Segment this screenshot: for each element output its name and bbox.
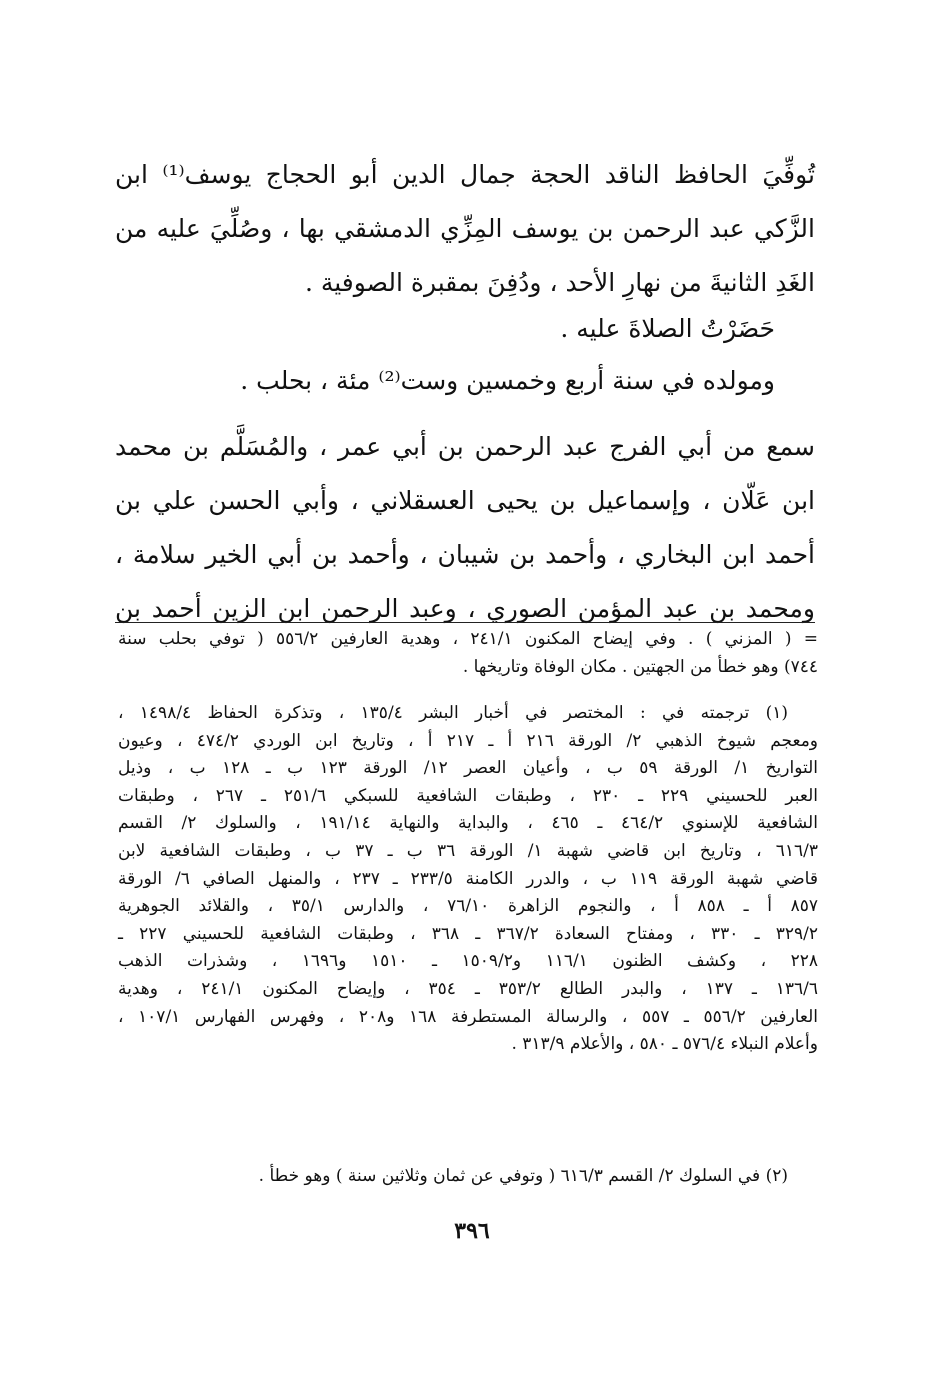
text-line: ومحمد بن عبد المؤمن الصوري ، وعبد الرحمن ابن الزين أحمد بن	[115, 594, 815, 623]
footnote-line: ٨٥٧ أ ـ ٨٥٨ أ ، والنجوم الزاهرة ٧٦/١٠ ، والدارس ٣٥/١ ، والقلائد الجوهرية	[118, 896, 818, 917]
footnote-line: = ( المزني ) . وفي إيضاح المكنون ٢٤١/١ ، وهدية العارفين ٥٥٦/٢ ( توفي بحلب سنة	[118, 629, 818, 649]
footnote-line: (٢) في السلوك ٢/ القسم ٦١٦/٣ ( وتوفي عن ثمان وثلاثين سنة ) وهو خطأ .	[258, 1166, 788, 1186]
text-line: ابن عَلّان ، وإسماعيل بن يحيى العسقلاني ، وأبي الحسن علي بن	[115, 486, 815, 515]
text-line: أحمد ابن البخاري ، وأحمد بن شيبان ، وأحمد بن أبي الخير سلامة ،	[115, 540, 815, 569]
footnote-line: الشافعية للإسنوي ٤٦٤/٢ ـ ٤٦٥ ، والبداية والنهاية ١٩١/١٤ ، والسلوك ٢/ القسم	[118, 813, 818, 834]
paragraph-death-notice	[115, 148, 815, 310]
footnote-line: قاضي شهبة الورقة ١١٩ ب ، والدرر الكامنة ٢٣٣/٥ ـ ٢٣٧ ، والمنهل الصافي ٦/ الورقة	[118, 868, 818, 889]
paragraph-teachers	[115, 420, 815, 636]
footnote-continuation	[118, 626, 818, 681]
footnote-line: العبر للحسيني ٢٢٩ ـ ٢٣٠ ، وطبقات الشافعية للسبكي ٢٥١/٦ ـ ٢٦٧ ، وطبقات	[118, 785, 818, 806]
text-line: حَضَرْتُ الصلاةَ عليه .	[560, 314, 775, 343]
footnote-line: العارفين ٥٥٦/٢ ـ ٥٥٧ ، والرسالة المستطرفة ١٦٨ و٢٠٨ ، وفهرس الفهارس ١٠٧/١ ،	[118, 1006, 818, 1027]
footnote-1	[118, 700, 818, 1059]
text-line: سمع من أبي الفرج عبد الرحمن بن أبي عمر ، والمُسَلَّم بن محمد	[115, 432, 815, 461]
text-line: الزَّكي عبد الرحمن بن يوسف المِزِّي الدمشقي بها ، وصُلِّيَ عليه من	[115, 214, 815, 243]
footnote-line: ٧٤٤) وهو خطأ من الجهتين . مكان الوفاة وتاريخها .	[462, 656, 818, 677]
page-number: ٣٩٦	[454, 1218, 490, 1244]
text-line: الغَدِ الثانيةَ من نهارِ الأحد ، ودُفِنَ بمقبرة الصوفية .	[304, 268, 815, 297]
footnote-line: ١٣٦/٦ ـ ١٣٧ ، والبدر الطالع ٣٥٣/٢ ـ ٣٥٤ ، وإيضاح المكنون ٢٤١/١ ، وهدية	[118, 978, 819, 999]
footnote-line: ومعجم شيوخ الذهبي ٢/ الورقة ٢١٦ أ ـ ٢١٧ أ ، وتاريخ ابن الوردي ٤٧٤/٢ ، وعيون	[118, 730, 819, 751]
footnote-line: التواريخ ١/ الورقة ٥٩ ب ، وأعيان العصر ١٢/ الورقة ١٢٣ ب ـ ١٢٨ ب ، وذيل	[118, 758, 819, 779]
text-line: تُوفِّيَ الحافظ الناقد الحجة جمال الدين أبو الحجاج يوسف⁽¹⁾ ابن	[115, 160, 816, 189]
footnote-line: وأعلام النبلاء ٥٧٦/٤ ـ ٥٨٠ ، والأعلام ٣١٣/٩ .	[511, 1034, 818, 1055]
footnote-line: ٢٢٨ ، وكشف الظنون ١١٦/١ و١٥٠٩/٢ ـ ١٥١٠ و١٦٩٦ ، وشذرات الذهب	[118, 951, 818, 972]
paragraph-birth	[115, 354, 815, 408]
paragraph-funeral-attendance	[115, 302, 815, 356]
footnote-2	[118, 1163, 818, 1191]
footnote-separator	[115, 622, 815, 623]
footnote-line: (١) ترجمته في : المختصر في أخبار البشر ١٣٥/٤ ، وتذكرة الحفاظ ١٤٩٨/٤ ،	[118, 703, 788, 723]
footnote-line: ٦١٦/٣ ، وتاريخ ابن قاضي شهبة ١/ الورقة ٣٦ ب ـ ٣٧ ب ، وطبقات الشافعية لابن	[118, 840, 818, 861]
text-line: ومولده في سنة أربع وخمسين وست⁽²⁾ مئة ، بحلب .	[240, 366, 775, 395]
footnote-line: ٣٢٩/٢ ـ ٣٣٠ ، ومفتاح السعادة ٣٦٧/٢ ـ ٣٦٨ ، وطبقات الشافعية للحسيني ٢٢٧ ـ	[118, 923, 819, 944]
